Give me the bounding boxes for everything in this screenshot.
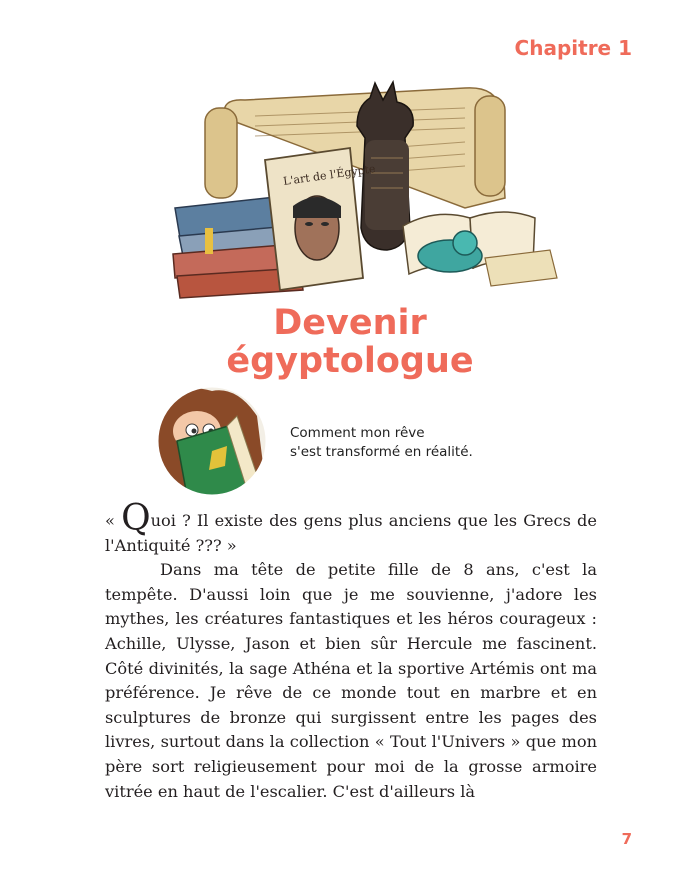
title-line-2: égyptologue (226, 341, 474, 381)
girl-reading-avatar (157, 386, 267, 496)
art-of-egypt-book (265, 148, 376, 290)
paragraph-2: Dans ma tête de petite fille de 8 ans, c'est la tempête. D'aussi loin que je me souvienne, j'adore les mythes, les créatures fantastiques et les héros courageux : Achille, Ulysse, Jason et bien sûr Hercule me fascinent. Côté divinités, la sage Athéna et la sportive Artémis ont ma préférence. Je rêve de ce monde tout en marbre et en sculptures de bronze qui surgissent entre les pages des livres, surtout dans la collection « Tout l'Univers » que mon père sort religieusement pour moi de la grosse armoire vitrée en haut de l'escalier. C'est d'ailleurs là (105, 560, 597, 801)
caption-line-2: s'est transformé en réalité. (290, 444, 473, 460)
paragraph-1 (105, 498, 597, 558)
page-number: 7 (621, 830, 632, 848)
opening-quote: « (105, 511, 122, 530)
paragraph-1-text: uoi ? Il existe des gens plus anciens que les Grecs de l'Antiquité ??? » (105, 511, 597, 555)
svg-text:L'art de l'Égypte: L'art de l'Égypte (282, 162, 377, 188)
egyptology-books-illustration (165, 78, 565, 300)
title-line-1: Devenir (273, 303, 427, 343)
chapter-title (0, 304, 700, 380)
body-text (105, 498, 597, 804)
intro-caption (290, 424, 473, 462)
chapter-heading: Chapitre 1 (514, 36, 632, 60)
drop-cap: Q (121, 498, 151, 539)
caption-line-1: Comment mon rêve (290, 425, 425, 441)
